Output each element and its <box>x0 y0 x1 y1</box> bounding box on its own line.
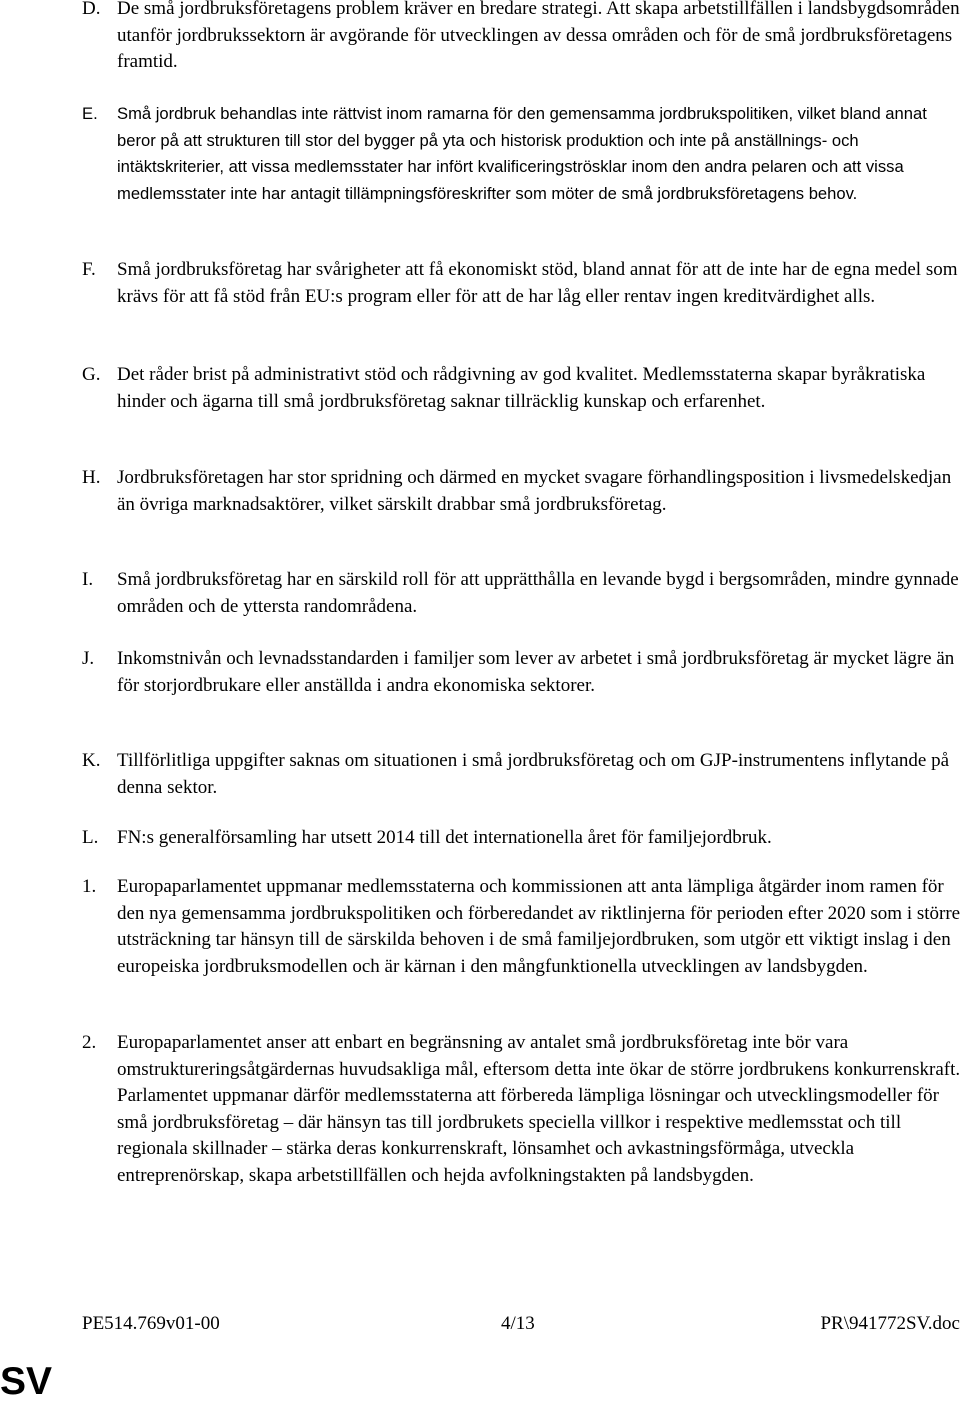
recital-g <box>82 362 960 415</box>
recital-k <box>82 748 960 801</box>
recital-label: J. <box>82 648 95 669</box>
recital-label: G. <box>82 364 101 385</box>
recital-text: FN:s generalförsamling har utsett 2014 till det internationella året för familjejordbruk. <box>117 827 772 848</box>
recital-e <box>82 101 960 207</box>
recital-d <box>82 0 960 76</box>
recital-label: E. <box>82 104 98 123</box>
recital-text: De små jordbruksföretagens problem kräver en bredare strategi. Att skapa arbetstillfällen i landsbygdsområden utanför jordbrukssektorn är avgörande för utvecklingen av dessa områden och för de små jordbruksföretagens framtid. <box>117 0 960 72</box>
recital-label: H. <box>82 467 101 488</box>
footer-document-name: PR\941772SV.doc <box>820 1313 960 1334</box>
paragraph-number: 2. <box>82 1032 97 1053</box>
recital-text: Små jordbruksföretag har en särskild roll för att upprätthålla en levande bygd i bergsområden, mindre gynnade områden och de yttersta randområdena. <box>117 569 959 617</box>
recital-f <box>82 257 960 310</box>
paragraph-2 <box>82 1030 960 1189</box>
recital-text: Det råder brist på administrativt stöd och rådgivning av god kvalitet. Medlemsstaterna skapar byråkratiska hinder och ägarna till små jordbruksföretag saknar tillräcklig kunskap och erfarenhet. <box>117 364 926 412</box>
paragraph-number: 1. <box>82 876 97 897</box>
paragraph-text: Europaparlamentet uppmanar medlemsstaterna och kommissionen att anta lämpliga åtgärder inom ramen för den nya gemensamma jordbrukspolitiken och förberedandet av riktlinjerna för perioden efter 2020 som i större utsträckning tar hänsyn till de särskilda behoven i de små familjejordbruken, som utgör ett viktigt inslag i den europeiska jordbruksmodellen och är kärnan i den mångfunktionella utvecklingen av landsbygden. <box>117 876 960 977</box>
recital-label: L. <box>82 827 99 848</box>
language-code: SV <box>0 1360 53 1403</box>
recital-text: Tillförlitliga uppgifter saknas om situationen i små jordbruksföretag och om GJP-instrumentens inflytande på denna sektor. <box>117 750 950 798</box>
recital-label: D. <box>82 0 101 19</box>
recital-j <box>82 646 960 699</box>
recital-text: Jordbruksföretagen har stor spridning och därmed en mycket svagare förhandlingsposition i livsmedelskedjan än övriga marknadsaktörer, vilket särskilt drabbar små jordbruksföretag. <box>117 467 952 515</box>
recital-l <box>82 825 960 852</box>
footer-reference: PE514.769v01-00 <box>82 1313 220 1334</box>
recital-label: K. <box>82 750 101 771</box>
paragraph-1 <box>82 874 960 980</box>
recital-label: F. <box>82 259 96 280</box>
recital-h <box>82 465 960 518</box>
recital-text: Små jordbruk behandlas inte rättvist inom ramarna för den gemensamma jordbrukspolitiken, vilket bland annat beror på att strukturen till stor del bygger på yta och historisk produktion och inte på anställnings- och intäktskriterier, att vissa medlemsstater har infört kvalificeringströsklar inom den andra pelaren och att vissa medlemsstater inte har antagit tillämpningsföreskrifter som möter de små jordbruksföretagens behov. <box>117 104 927 203</box>
footer-page-number: 4/13 <box>501 1313 535 1334</box>
paragraph-text: Europaparlamentet anser att enbart en begränsning av antalet små jordbruksföretag inte bör vara omstruktureringsåtgärdernas huvudsakliga mål, eftersom detta inte ökar de större jordbrukens konkurrenskraft. Parlamentet uppmanar därför medlemsstaterna att förbereda lämpliga lösningar och utvecklingsmodeller för små jordbruksföretag – där hänsyn tas till jordbrukets speciella villkor i respektive medlemsstat och till regionala skillnader – stärka deras konkurrenskraft, lönsamhet och avkastningsförmåga, utveckla entreprenörskap, skapa arbetstillfällen och hejda avfolkningstakten på landsbygden. <box>117 1032 960 1186</box>
recital-text: Inkomstnivån och levnadsstandarden i familjer som lever av arbetet i små jordbruksföretag är mycket lägre än för storjordbrukare eller anställda i andra ekonomiska sektorer. <box>117 648 955 696</box>
recital-i <box>82 567 960 620</box>
recital-text: Små jordbruksföretag har svårigheter att få ekonomiskt stöd, bland annat för att de inte har de egna medel som krävs för att få stöd från EU:s program eller för att de har låg eller rentav ingen kreditvärdighet alls. <box>117 259 958 307</box>
recital-label: I. <box>82 569 94 590</box>
